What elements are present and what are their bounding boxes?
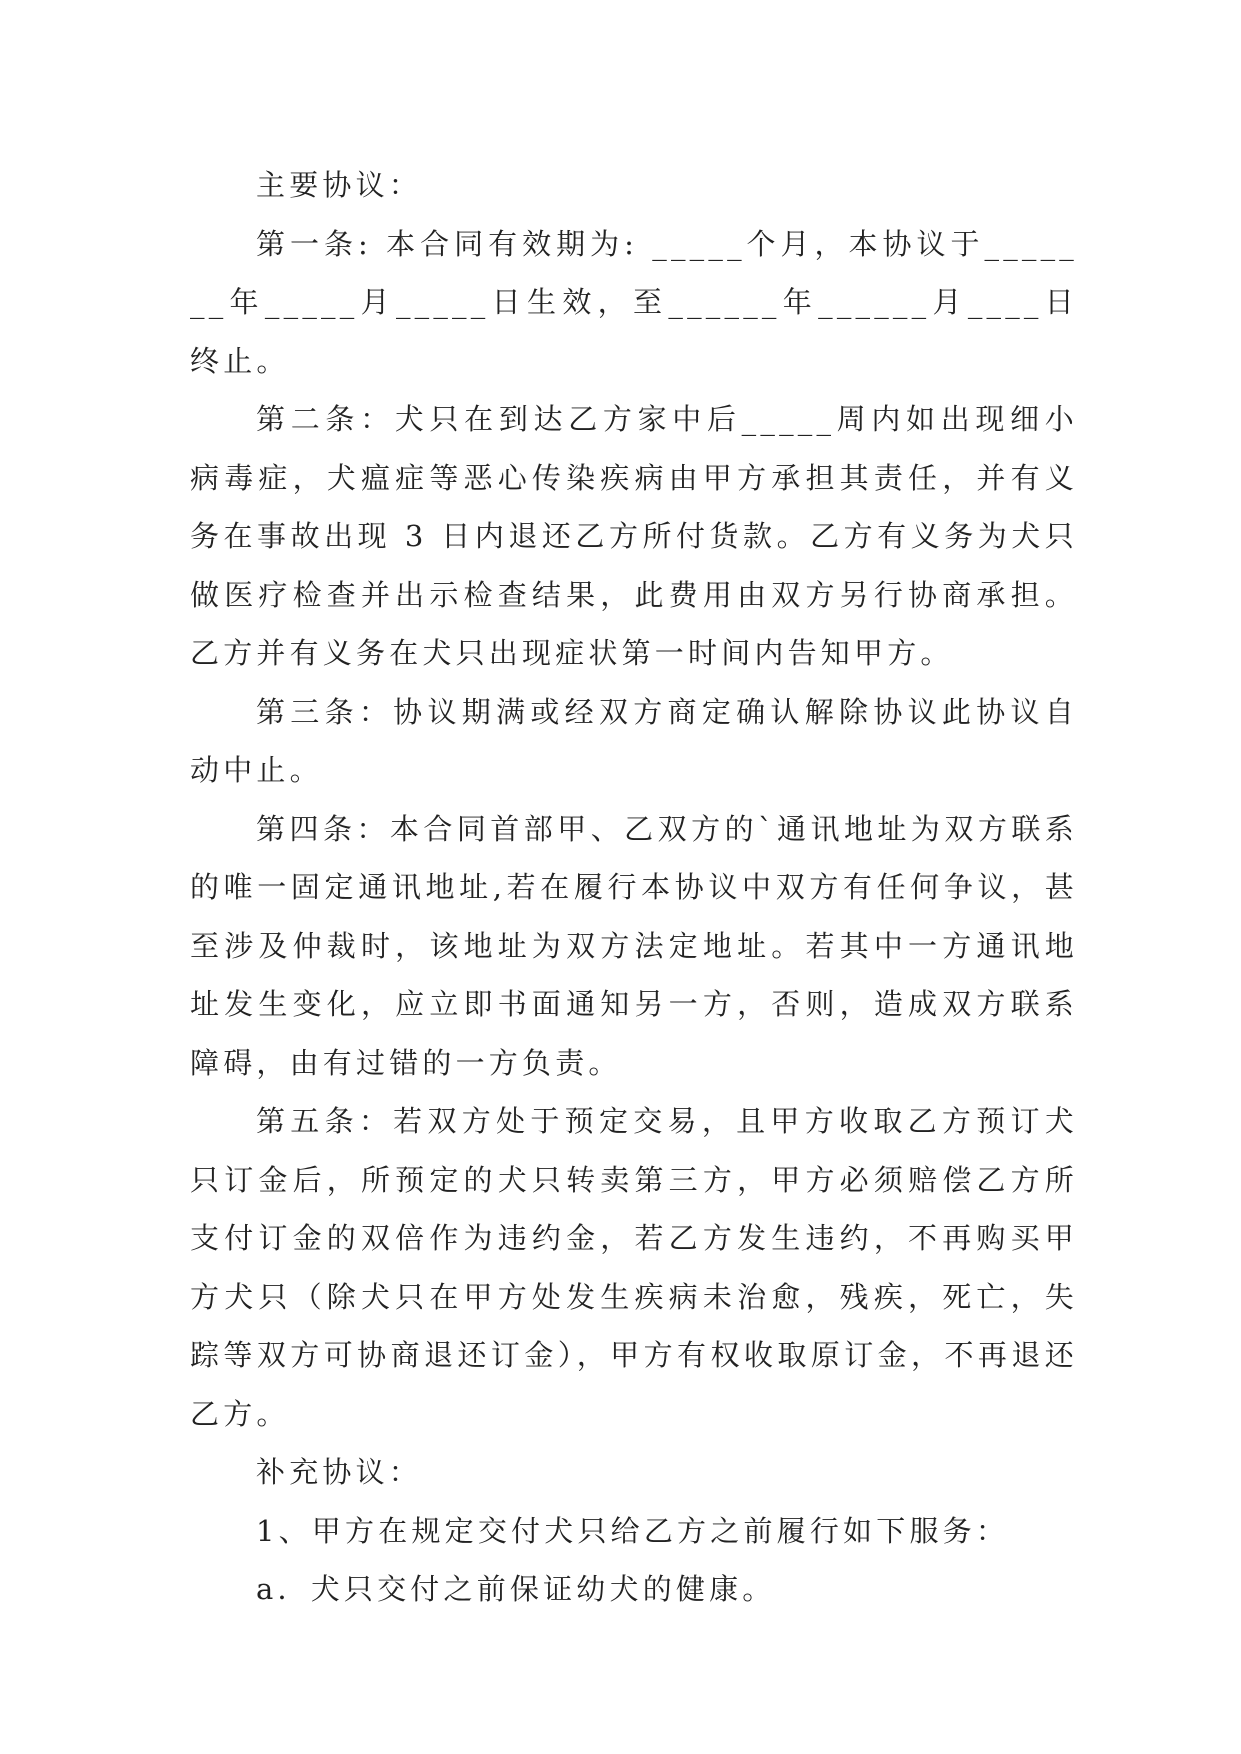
clause-5: 第五条：若双方处于预定交易，且甲方收取乙方预订犬只订金后，所预定的犬只转卖第三方，甲方必须赔偿乙方所支付订金的双倍作为违约金，若乙方发生违约，不再购买甲方犬只（除犬只在甲方处发生疾病未治愈，残疾，死亡，失踪等双方可协商退还订金），甲方有权收取原订金，不再退还乙方。 bbox=[190, 1104, 1078, 1431]
document-body bbox=[190, 156, 1078, 1619]
supplementary-item-1: 1、甲方在规定交付犬只给乙方之前履行如下服务： bbox=[256, 1513, 1010, 1548]
supplementary-item-a: a．犬只交付之前保证幼犬的健康。 bbox=[256, 1572, 776, 1606]
clause-1: 第一条: 本合同有效期为: _____个月，本协议于_______年_____月_____日生效，至______年______月____日终止。 bbox=[190, 226, 1078, 378]
clause-4: 第四条：本合同首部甲、乙双方的`通讯地址为双方联系的唯一固定通讯地址,若在履行本协议中双方有任何争议，甚至涉及仲裁时，该地址为双方法定地址。若其中一方通讯地址发生变化，应立即书面通知另一方，否则，造成双方联系障碍，由有过错的一方负责。 bbox=[190, 811, 1078, 1080]
clause-2: 第二条：犬只在到达乙方家中后_____周内如出现细小病毒症，犬瘟症等恶心传染疾病由甲方承担其责任，并有义务在事故出现 3 日内退还乙方所付货款。乙方有义务为犬只做医疗检查并出示检查结果，此费用由双方另行协商承担。乙方并有义务在犬只出现症状第一时间内告知甲方。 bbox=[190, 402, 1078, 670]
clause-3: 第三条：协议期满或经双方商定确认解除协议此协议自动中止。 bbox=[190, 694, 1078, 787]
heading-main-agreement: 主要协议： bbox=[256, 168, 423, 202]
heading-supplementary-agreement: 补充协议： bbox=[256, 1455, 423, 1489]
